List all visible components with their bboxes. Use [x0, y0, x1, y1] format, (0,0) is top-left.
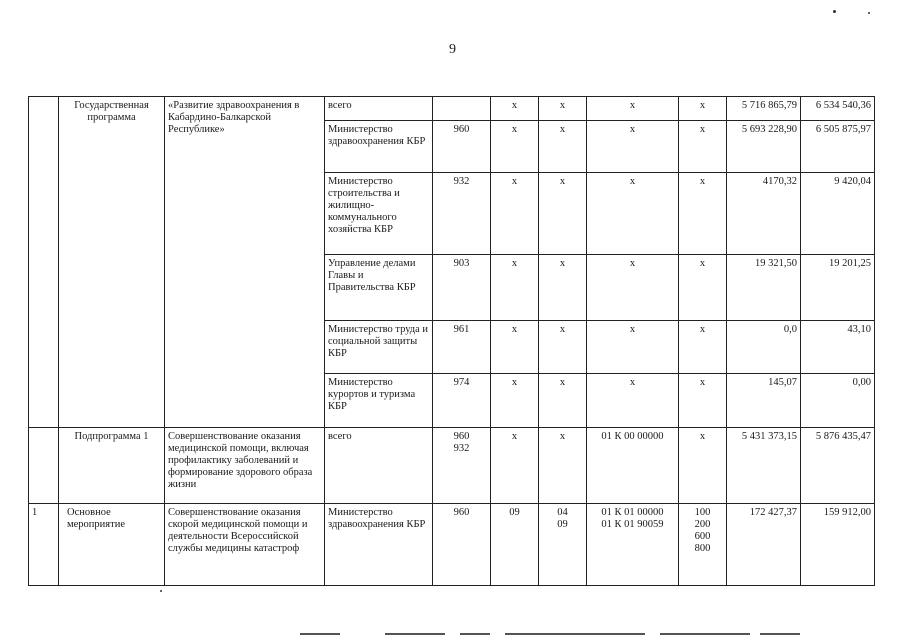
grbs-cell: 960 932: [433, 428, 491, 504]
pr-cell: 04 09: [539, 504, 587, 586]
grbs-cell: 974: [433, 374, 491, 428]
scan-speck: [160, 590, 162, 592]
grbs-cell: 960: [433, 504, 491, 586]
scan-bottom-artifacts: [290, 633, 810, 637]
csr-cell: х: [587, 173, 679, 255]
pr-cell: х: [539, 428, 587, 504]
executor-cell: всего: [325, 428, 433, 504]
executor-cell: Управление делами Главы и Правительства КБР: [325, 255, 433, 321]
program-name-cell: Совершенствование оказания медицинской помощи, включая профилактику заболеваний и формирование здорового образа жизни: [165, 428, 325, 504]
value-year1-cell: 5 716 865,79: [727, 97, 801, 121]
pr-cell: х: [539, 97, 587, 121]
vr-cell: х: [679, 321, 727, 374]
status-cell: Основное мероприятие: [59, 504, 165, 586]
csr-cell: 01 К 00 00000: [587, 428, 679, 504]
vr-cell: х: [679, 255, 727, 321]
status-cell: Государственная программа: [59, 97, 165, 428]
scan-speck: [868, 12, 870, 14]
value-year2-cell: 5 876 435,47: [801, 428, 875, 504]
pr-cell: х: [539, 121, 587, 173]
vr-cell: х: [679, 173, 727, 255]
executor-cell: Министерство труда и социальной защиты КБР: [325, 321, 433, 374]
pr-cell: х: [539, 255, 587, 321]
rz-cell: х: [491, 428, 539, 504]
table-row: [29, 428, 875, 504]
value-year2-cell: 19 201,25: [801, 255, 875, 321]
value-year2-cell: 6 505 875,97: [801, 121, 875, 173]
grbs-cell: 903: [433, 255, 491, 321]
budget-table: [28, 96, 875, 586]
csr-cell: х: [587, 121, 679, 173]
value-year2-cell: 0,00: [801, 374, 875, 428]
executor-cell: Министерство здравоохранения КБР: [325, 504, 433, 586]
scan-speck: [833, 10, 836, 13]
executor-cell: всего: [325, 97, 433, 121]
value-year1-cell: 19 321,50: [727, 255, 801, 321]
csr-cell: х: [587, 97, 679, 121]
executor-cell: Министерство курортов и туризма КБР: [325, 374, 433, 428]
rz-cell: х: [491, 97, 539, 121]
rz-cell: х: [491, 121, 539, 173]
csr-cell: х: [587, 255, 679, 321]
row-number-cell: [29, 428, 59, 504]
rz-cell: х: [491, 374, 539, 428]
vr-cell: х: [679, 374, 727, 428]
pr-cell: х: [539, 321, 587, 374]
value-year2-cell: 43,10: [801, 321, 875, 374]
rz-cell: х: [491, 321, 539, 374]
grbs-cell: 932: [433, 173, 491, 255]
grbs-cell: 961: [433, 321, 491, 374]
page-number: 9: [449, 42, 456, 57]
pr-cell: х: [539, 173, 587, 255]
value-year2-cell: 159 912,00: [801, 504, 875, 586]
vr-cell: х: [679, 97, 727, 121]
program-name-cell: Совершенствование оказания скорой медицинской помощи и деятельности Всероссийской службы медицины катастроф: [165, 504, 325, 586]
value-year1-cell: 4170,32: [727, 173, 801, 255]
executor-cell: Министерство здравоохранения КБР: [325, 121, 433, 173]
grbs-cell: [433, 97, 491, 121]
value-year1-cell: 5 693 228,90: [727, 121, 801, 173]
rz-cell: 09: [491, 504, 539, 586]
csr-cell: х: [587, 374, 679, 428]
row-number-cell: 1: [29, 504, 59, 586]
value-year2-cell: 6 534 540,36: [801, 97, 875, 121]
executor-cell: Министерство строительства и жилищно-коммунального хозяйства КБР: [325, 173, 433, 255]
csr-cell: х: [587, 321, 679, 374]
value-year1-cell: 5 431 373,15: [727, 428, 801, 504]
rz-cell: х: [491, 173, 539, 255]
value-year1-cell: 172 427,37: [727, 504, 801, 586]
value-year1-cell: 145,07: [727, 374, 801, 428]
grbs-cell: 960: [433, 121, 491, 173]
row-number-cell: [29, 97, 59, 428]
rz-cell: х: [491, 255, 539, 321]
program-name-cell: «Развитие здравоохранения в Кабардино-Балкарской Республике»: [165, 97, 325, 428]
vr-cell: 100 200 600 800: [679, 504, 727, 586]
vr-cell: х: [679, 428, 727, 504]
status-cell: Подпрограмма 1: [59, 428, 165, 504]
table-row: [29, 97, 875, 121]
vr-cell: х: [679, 121, 727, 173]
table-row: [29, 504, 875, 586]
csr-cell: 01 К 01 00000 01 К 01 90059: [587, 504, 679, 586]
value-year1-cell: 0,0: [727, 321, 801, 374]
value-year2-cell: 9 420,04: [801, 173, 875, 255]
pr-cell: х: [539, 374, 587, 428]
